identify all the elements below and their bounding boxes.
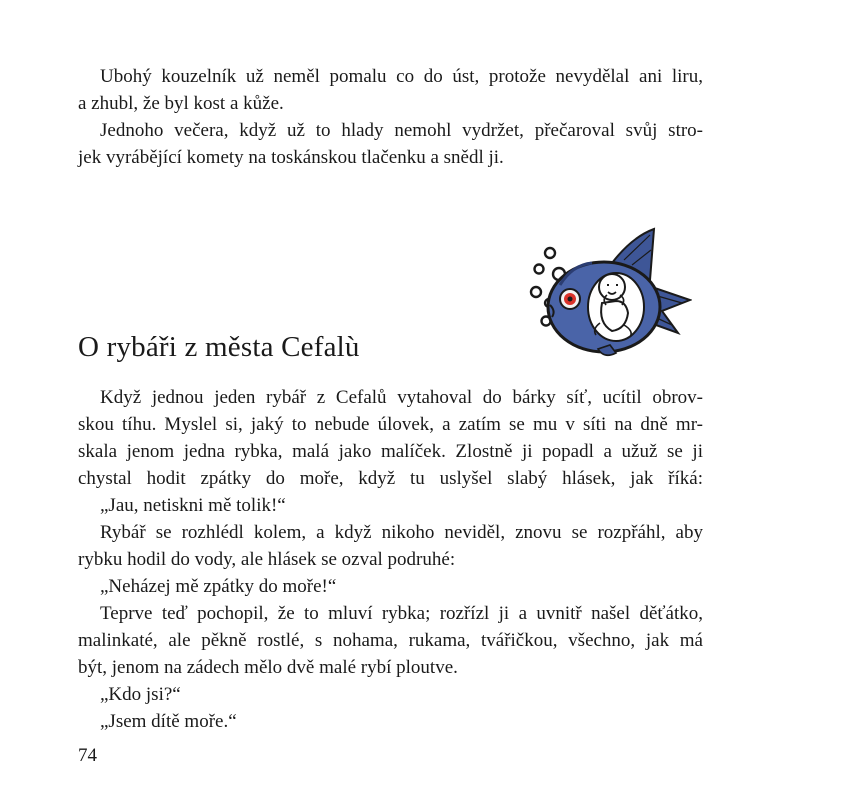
text-line: malinkaté, ale pěkně rostlé, s nohama, rukama, tvářičkou, všechno, jak má [78,630,703,651]
text-line: skala jenom jedna rybka, malá jako malíček. Zlostně ji popadl a užuž se ji [78,441,703,462]
top-paragraphs [78,63,703,171]
text-line: rybku hodil do vody, ale hlásek se ozval podruhé: [78,549,456,570]
page-number: 74 [78,745,97,766]
text-line: být, jenom na zádech mělo dvě malé rybí ploutve. [78,657,458,678]
fish-with-baby-icon [512,225,692,360]
text-line: „Jau, netiskni mě tolik!“ [100,495,286,516]
text-line: „Kdo jsi?“ [100,684,181,705]
story-paragraphs [78,384,703,735]
text-line: „Jsem dítě moře.“ [100,711,237,732]
text-line: Rybář se rozhlédl kolem, a když nikoho neviděl, znovu se rozpřáhl, aby [100,522,703,543]
text-line: chystal hodit zpátky do moře, když tu uslyšel slabý hlásek, jak říká: [78,468,703,489]
text-line: Jednoho večera, když už to hlady nemohl vydržet, přečaroval svůj stro- [100,120,703,141]
text-line: a zhubl, že byl kost a kůže. [78,93,284,114]
text-line: skou tíhu. Myslel si, jaký to nebude úlovek, a zatím se mu v síti na dně mr- [78,414,703,435]
text-line: Teprve teď pochopil, že to mluví rybka; rozřízl ji a uvnitř našel děťátko, [100,603,703,624]
text-line: „Neházej mě zpátky do moře!“ [100,576,337,597]
text-line: Když jednou jeden rybář z Cefalů vytahoval do bárky síť, ucítil obrov- [100,387,703,408]
text-line: jek vyrábějící komety na toskánskou tlačenku a snědl ji. [78,147,504,168]
text-line: Ubohý kouzelník už neměl pomalu co do úst, protože nevydělal ani liru, [100,66,703,87]
chapter-title: O rybáři z města Cefalù [78,331,360,363]
